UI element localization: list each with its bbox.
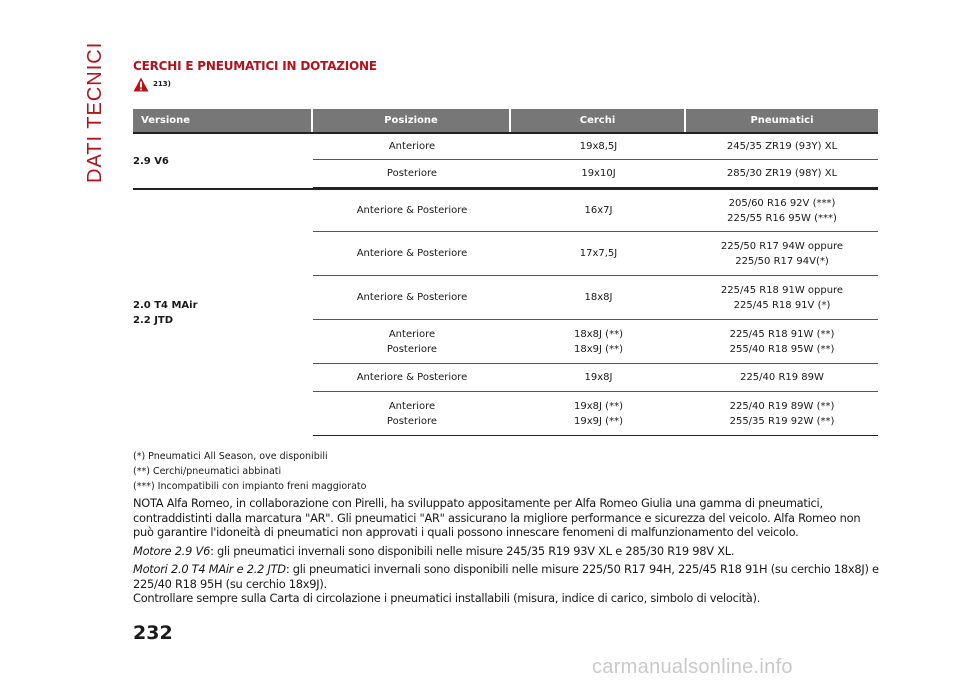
cell-version: [133, 132, 313, 188]
cell-tyre-line: 225/50 R17 94V(*): [735, 255, 829, 267]
cell-tyre: [686, 232, 878, 276]
cell-rim-line: 19x9J (**): [574, 415, 623, 427]
cell-version: [133, 188, 313, 436]
winter-tyres-v6: [133, 544, 883, 559]
header-position: Posizione: [313, 109, 511, 132]
cell-position-line: Anteriore & Posteriore: [356, 372, 468, 383]
cell-position: [313, 132, 511, 160]
table-header-row: [133, 109, 878, 132]
cell-rim-line: 18x9J (**): [574, 343, 623, 355]
cell-position-line: Anteriore & Posteriore: [356, 205, 468, 216]
version-line: 2.9 V6: [133, 155, 169, 167]
cell-rim-line: 19x10J: [581, 168, 616, 179]
cell-rim-line: 17x7,5J: [579, 248, 618, 259]
cell-tyre: [686, 364, 878, 392]
cell-position: [313, 232, 511, 276]
section-title: CERCHI E PNEUMATICI IN DOTAZIONE: [133, 59, 377, 73]
header-tyres: Pneumatici: [686, 109, 878, 132]
cell-tyre-line: 285/30 ZR19 (98Y) XL: [726, 168, 838, 179]
warning-reference: [133, 76, 171, 92]
cell-tyre: [686, 320, 878, 364]
cell-position: [313, 320, 511, 364]
cell-rim-line: 18x8J: [584, 292, 613, 303]
table-body: [133, 132, 878, 436]
cell-tyre: [686, 160, 878, 188]
cell-position: [313, 364, 511, 392]
cell-rim-line: 18x8J (**): [574, 328, 623, 340]
cell-position-line: Anteriore & Posteriore: [356, 248, 468, 259]
warning-ref-number: 213): [153, 80, 171, 88]
cell-tyre: [686, 188, 878, 232]
cell-tyre: [686, 132, 878, 160]
footnote: (***) Incompatibili con impianto freni maggiorato: [133, 481, 367, 492]
footnotes: [133, 449, 366, 494]
cell-tyre-line: 245/35 ZR19 (93Y) XL: [726, 141, 838, 152]
side-section-title: DATI TECNICI: [84, 41, 106, 183]
cell-rim: [511, 132, 686, 160]
header-rims: Cerchi: [511, 109, 686, 132]
cell-tyre-line: 205/60 R16 92V (***): [728, 197, 836, 209]
engine-label: Motore 2.9 V6: [133, 543, 211, 558]
cell-rim-line: 19x8,5J: [579, 141, 618, 152]
warning-triangle-icon: [133, 77, 149, 92]
cell-tyre-line: 225/50 R17 94W oppure: [720, 240, 844, 252]
cell-tyre: [686, 276, 878, 320]
cell-tyre-line: 255/35 R19 92W (**): [729, 415, 835, 427]
header-version: Versione: [133, 109, 313, 132]
note-paragraph: NOTA Alfa Romeo, in collaborazione con Pirelli, ha sviluppato appositamente per Alfa Romeo Giulia una gamma di pneumatici, contraddistinti dalla marcatura "AR". Gli pneumatici "AR" assicurano la migliore performance e sicurezza del veicolo. Alfa Romeo non può garantire l'idoneità di pneumatici non approvati i quali possono innescare fenomeni di malfunzionamento del veicolo.: [133, 496, 861, 539]
cell-position-line: Posteriore: [386, 168, 438, 179]
cell-rim-line: 19x8J (**): [574, 400, 623, 412]
watermark: carmanualsonline.info: [592, 656, 793, 678]
footnote: (**) Cerchi/pneumatici abbinati: [133, 466, 282, 477]
cell-tyre-line: 225/45 R18 91W oppure: [720, 284, 844, 296]
winter-tyres-t4-jtd: [133, 562, 883, 591]
cell-rim: [511, 188, 686, 232]
version-line: 2.0 T4 MAir: [133, 300, 198, 311]
cell-position-line: Posteriore: [386, 343, 438, 355]
cell-tyre-line: 225/40 R19 89W: [740, 372, 824, 383]
cell-tyre-line: 255/40 R18 95W (**): [729, 343, 835, 355]
cell-position-line: Anteriore: [388, 328, 436, 340]
cell-position-line: Anteriore & Posteriore: [356, 292, 468, 303]
check-paragraph: Controllare sempre sulla Carta di circolazione i pneumatici installabili (misura, indice di carico, simbolo di velocità).: [133, 591, 761, 605]
cell-tyre-line: 225/55 R16 95W (***): [727, 212, 837, 224]
cell-rim: [511, 276, 686, 320]
page-number: 232: [133, 622, 173, 644]
cell-rim: [511, 232, 686, 276]
cell-position: [313, 392, 511, 436]
cell-position: [313, 188, 511, 232]
cell-rim: [511, 392, 686, 436]
version-line: 2.2 JTD: [133, 315, 174, 326]
cell-position: [313, 160, 511, 188]
cell-rim: [511, 160, 686, 188]
body-text: [133, 496, 883, 610]
cell-rim-line: 16x7J: [584, 205, 613, 216]
cell-rim: [511, 320, 686, 364]
cell-rim-line: 19x8J: [584, 372, 613, 383]
cell-position-line: Posteriore: [386, 415, 438, 427]
engine-label: Motori 2.0 T4 MAir e 2.2 JTD: [133, 562, 286, 576]
footnote: (*) Pneumatici All Season, ove disponibili: [133, 451, 328, 462]
table-row: [133, 132, 878, 160]
tyre-spec-table: [133, 109, 878, 436]
cell-rim: [511, 364, 686, 392]
winter-tyres-text: : gli pneumatici invernali sono disponibili nelle misure 225/50 R17 94H, 225/45 R18 91H (su cerchio 18x8J) e 225/40 R18 95H (su cerchio 18x9J).: [133, 562, 879, 591]
cell-tyre-line: 225/45 R18 91V (*): [733, 299, 831, 311]
winter-tyres-text: : gli pneumatici invernali sono disponibili nelle misure 245/35 R19 93V XL e 285/30 R19 98V XL.: [210, 543, 735, 558]
cell-tyre: [686, 392, 878, 436]
cell-tyre-line: 225/45 R18 91W (**): [729, 328, 835, 340]
cell-position-line: Anteriore: [388, 141, 436, 152]
cell-position: [313, 276, 511, 320]
cell-tyre-line: 225/40 R19 89W (**): [729, 400, 835, 412]
cell-position-line: Anteriore: [388, 400, 436, 412]
table-row: [133, 188, 878, 232]
